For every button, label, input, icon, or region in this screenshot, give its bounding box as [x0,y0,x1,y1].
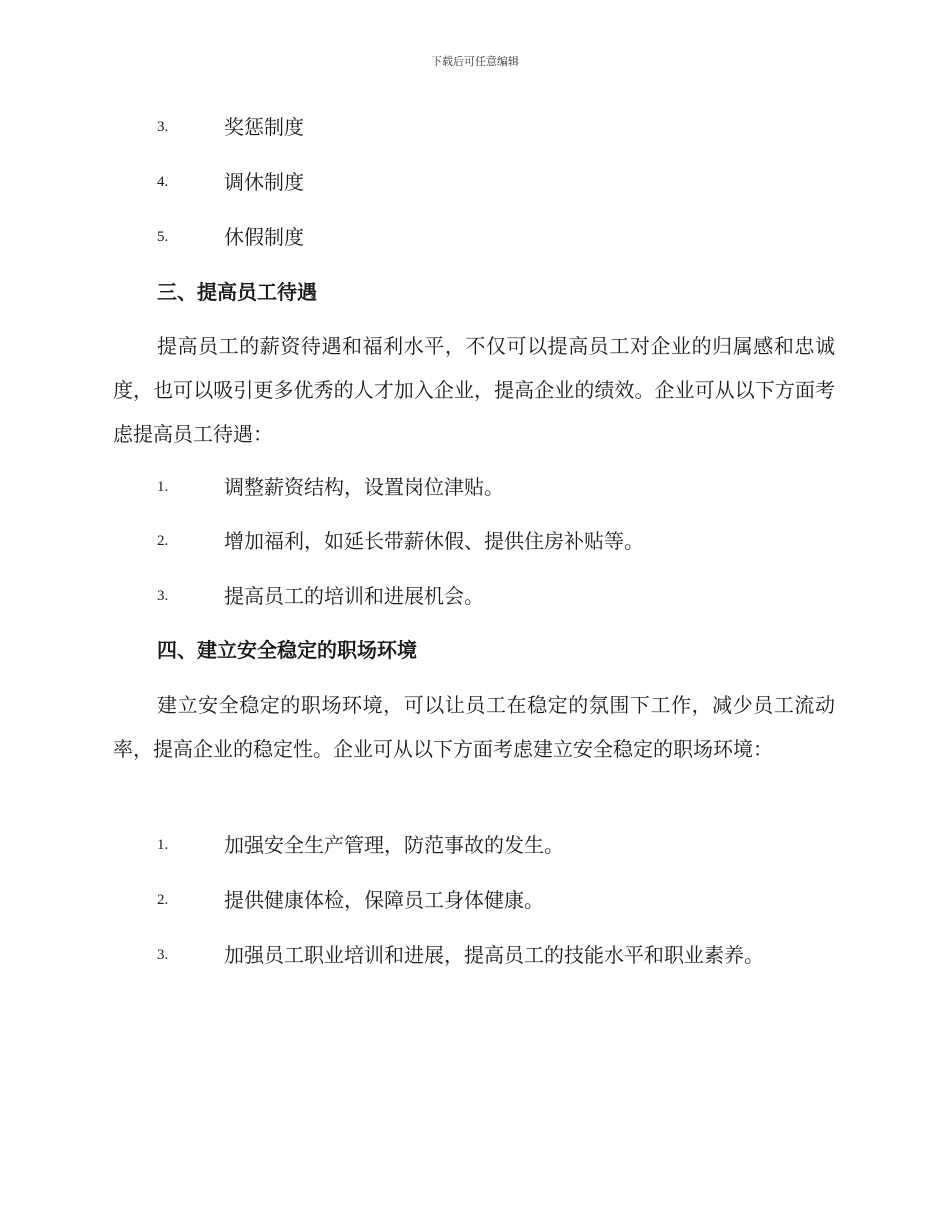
list-item [157,580,484,612]
list-text: 奖惩制度 [224,115,304,139]
list-text: 增加福利，如延长带薪休假、提供住房补贴等。 [224,529,644,553]
list-text: 加强安全生产管理，防范事故的发生。 [224,833,564,857]
list-number: 2. [157,533,169,549]
section-paragraph: 建立安全稳定的职场环境，可以让员工在稳定的氛围下工作，减少员工流动率，提高企业的稳定性。企业可从以下方面考虑建立安全稳定的职场环境： [113,693,835,761]
list-item [157,884,544,916]
list-item [157,829,564,861]
list-item [157,221,304,253]
list-text: 提供健康体检，保障员工身体健康。 [224,888,544,912]
list-number: 2. [157,892,169,908]
list-item [157,525,644,557]
list-text: 加强员工职业培训和进展，提高员工的技能水平和职业素养。 [224,943,764,967]
list-item [157,111,304,143]
list-number: 3. [157,947,169,963]
list-item [157,471,504,503]
section-paragraph: 提高员工的薪资待遇和福利水平，不仅可以提高员工对企业的归属感和忠诚度，也可以吸引更多优秀的人才加入企业，提高企业的绩效。企业可从以下方面考虑提高员工待遇： [113,334,835,446]
list-text: 调休制度 [224,170,304,194]
list-number: 3. [157,119,169,135]
list-text: 休假制度 [224,225,304,249]
list-item [157,939,764,971]
section-heading: 四、建立安全稳定的职场环境 [157,638,417,662]
section-heading: 三、提高员工待遇 [157,280,317,304]
list-number: 5. [157,229,169,245]
list-number: 1. [157,479,169,495]
list-number: 3. [157,588,169,604]
page-header: 下载后可任意编辑 [431,55,519,68]
list-number: 1. [157,837,169,853]
list-number: 4. [157,174,169,190]
list-text: 提高员工的培训和进展机会。 [224,584,484,608]
list-text: 调整薪资结构，设置岗位津贴。 [224,475,504,499]
list-item [157,166,304,198]
